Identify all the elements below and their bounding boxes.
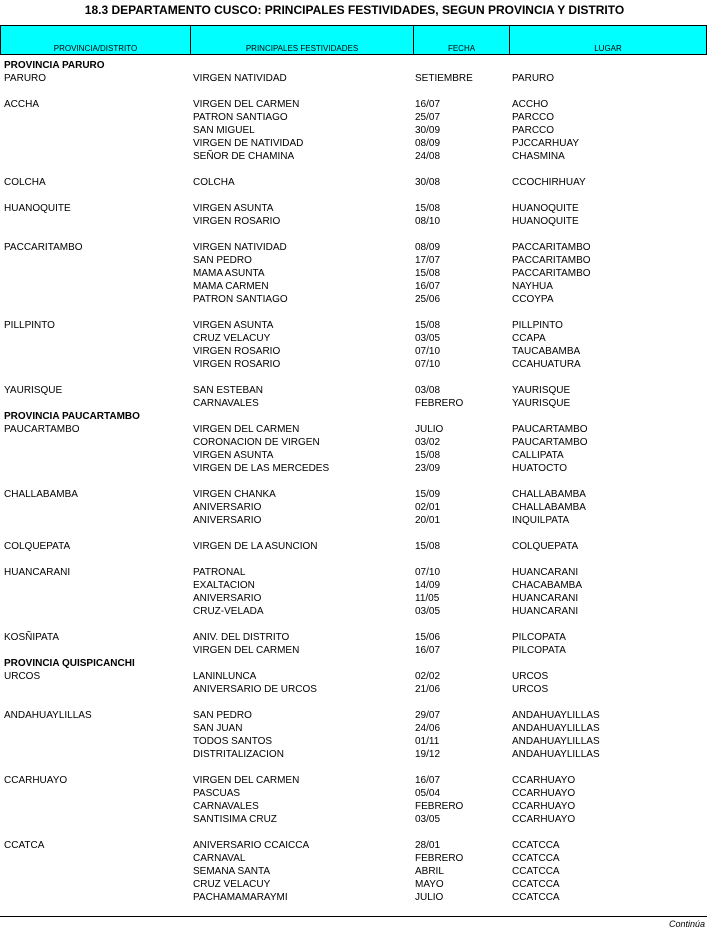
table-row <box>0 436 709 449</box>
place-cell: PAUCARTAMBO <box>512 437 588 448</box>
footer-divider <box>0 916 707 917</box>
festivity-cell: ANIVERSARIO <box>193 515 262 526</box>
festivity-cell: VIRGEN ROSARIO <box>193 359 281 370</box>
table-row <box>0 280 709 293</box>
festivity-cell: TODOS SANTOS <box>193 736 273 747</box>
table-row <box>0 579 709 592</box>
district-cell: KOSÑIPATA <box>4 632 60 643</box>
festivity-cell: VIRGEN DEL CARMEN <box>193 424 300 435</box>
place-cell: PILCOPATA <box>512 645 566 656</box>
place-cell: CCOCHIRHUAY <box>512 177 586 188</box>
spacer-row <box>0 163 709 176</box>
date-cell: 24/06 <box>415 723 441 734</box>
table-row <box>0 800 709 813</box>
date-cell: 15/08 <box>415 541 441 552</box>
festivity-cell: SEÑOR DE CHAMINA <box>193 151 295 162</box>
date-cell: ABRIL <box>415 866 444 877</box>
table-row <box>0 345 709 358</box>
table-row <box>0 501 709 514</box>
table-row <box>0 878 709 891</box>
festivity-cell: CARNAVALES <box>193 801 259 812</box>
province-name: PROVINCIA PARURO <box>4 60 105 71</box>
table-row <box>0 267 709 280</box>
place-cell: CCARHUAYO <box>512 788 576 799</box>
table-row <box>0 709 709 722</box>
festivity-cell: SAN PEDRO <box>193 710 252 721</box>
festivity-cell: VIRGEN ASUNTA <box>193 203 274 214</box>
place-cell: PJCCARHUAY <box>512 138 580 149</box>
festivity-cell: ANIVERSARIO DE URCOS <box>193 684 317 695</box>
date-cell: FEBRERO <box>415 853 464 864</box>
place-cell: PILLPINTO <box>512 320 563 331</box>
festivity-cell: VIRGEN NATIVIDAD <box>193 73 287 84</box>
festivity-cell: VIRGEN DEL CARMEN <box>193 775 300 786</box>
spacer-row <box>0 618 709 631</box>
table-header <box>0 25 707 55</box>
district-cell: CCATCA <box>4 840 45 851</box>
table-row <box>0 683 709 696</box>
table-row <box>0 137 709 150</box>
date-cell: 15/06 <box>415 632 441 643</box>
district-cell: PARURO <box>4 73 47 84</box>
festivity-cell: ANIVERSARIO <box>193 502 262 513</box>
festivity-cell: CORONACION DE VIRGEN <box>193 437 320 448</box>
table-row <box>0 241 709 254</box>
place-cell: CHACABAMBA <box>512 580 583 591</box>
place-cell: HUATOCTO <box>512 463 568 474</box>
place-cell: PAUCARTAMBO <box>512 424 588 435</box>
date-cell: 02/02 <box>415 671 441 682</box>
table-row <box>0 839 709 852</box>
date-cell: 15/08 <box>415 268 441 279</box>
place-cell: COLQUEPATA <box>512 541 579 552</box>
place-cell: CHASMINA <box>512 151 565 162</box>
place-cell: YAURISQUE <box>512 398 571 409</box>
place-cell: CCOYPA <box>512 294 554 305</box>
date-cell: 16/07 <box>415 99 441 110</box>
table-row <box>0 722 709 735</box>
table-row <box>0 566 709 579</box>
table-row <box>0 423 709 436</box>
date-cell: 20/01 <box>415 515 441 526</box>
province-name: PROVINCIA QUISPICANCHI <box>4 658 135 669</box>
table-row <box>0 748 709 761</box>
column-header-lugar: LUGAR <box>594 44 622 53</box>
place-cell: CCAHUATURA <box>512 359 581 370</box>
festivity-cell: VIRGEN ASUNTA <box>193 320 274 331</box>
place-cell: CALLIPATA <box>512 450 564 461</box>
place-cell: CCARHUAYO <box>512 801 576 812</box>
table-row <box>0 111 709 124</box>
date-cell: 03/08 <box>415 385 441 396</box>
table-row <box>0 514 709 527</box>
festivity-cell: PATRON SANTIAGO <box>193 294 288 305</box>
place-cell: HUANOQUITE <box>512 216 579 227</box>
date-cell: FEBRERO <box>415 801 464 812</box>
table-body <box>0 59 709 904</box>
place-cell: ANDAHUAYLILLAS <box>512 749 600 760</box>
spacer-row <box>0 306 709 319</box>
table-row <box>0 202 709 215</box>
festivity-cell: LANINLUNCA <box>193 671 257 682</box>
festivity-cell: VIRGEN ROSARIO <box>193 346 281 357</box>
festivity-cell: SAN ESTEBAN <box>193 385 264 396</box>
place-cell: PARURO <box>512 73 555 84</box>
spacer-row <box>0 761 709 774</box>
date-cell: 11/05 <box>415 593 440 604</box>
date-cell: 07/10 <box>415 567 441 578</box>
place-cell: ANDAHUAYLILLAS <box>512 710 600 721</box>
column-header-festividades: PRINCIPALES FESTIVIDADES <box>191 26 414 54</box>
festivity-cell: DISTRITALIZACION <box>193 749 284 760</box>
table-row <box>0 592 709 605</box>
place-cell: CCATCCA <box>512 866 560 877</box>
festivity-cell: ANIVERSARIO CCAICCA <box>193 840 310 851</box>
place-cell: URCOS <box>512 671 549 682</box>
festivity-cell: SAN MIGUEL <box>193 125 255 136</box>
table-row <box>0 735 709 748</box>
festivity-cell: PACHAMAMARAYMI <box>193 892 288 903</box>
date-cell: 30/09 <box>415 125 441 136</box>
district-cell: PAUCARTAMBO <box>4 424 80 435</box>
table-row <box>0 150 709 163</box>
place-cell: CCATCCA <box>512 879 560 890</box>
place-cell: CHALLABAMBA <box>512 502 586 513</box>
spacer-row <box>0 371 709 384</box>
place-cell: HUANCARANI <box>512 567 579 578</box>
column-header-fecha: FECHA <box>414 26 510 54</box>
date-cell: 15/08 <box>415 203 441 214</box>
place-cell: ANDAHUAYLILLAS <box>512 723 600 734</box>
place-cell: CCARHUAYO <box>512 775 576 786</box>
festivity-cell: MAMA ASUNTA <box>193 268 265 279</box>
date-cell: 25/07 <box>415 112 441 123</box>
festivity-cell: VIRGEN NATIVIDAD <box>193 242 287 253</box>
festivity-cell: SANTISIMA CRUZ <box>193 814 277 825</box>
province-heading <box>0 59 709 72</box>
festivity-cell: PASCUAS <box>193 788 241 799</box>
place-cell: YAURISQUE <box>512 385 571 396</box>
table-row <box>0 891 709 904</box>
date-cell: 03/05 <box>415 333 441 344</box>
date-cell: 07/10 <box>415 346 441 357</box>
table-row <box>0 254 709 267</box>
district-cell: HUANCARANI <box>4 567 71 578</box>
date-cell: 21/06 <box>415 684 441 695</box>
province-heading <box>0 410 709 423</box>
district-cell: YAURISQUE <box>4 385 63 396</box>
date-cell: 08/09 <box>415 242 441 253</box>
table-row <box>0 319 709 332</box>
column-header-provincia: PROVINCIA/DISTRITO <box>1 26 191 54</box>
date-cell: FEBRERO <box>415 398 464 409</box>
festivity-cell: VIRGEN DE LA ASUNCION <box>193 541 318 552</box>
place-cell: CHALLABAMBA <box>512 489 586 500</box>
place-cell: HUANOQUITE <box>512 203 579 214</box>
spacer-row <box>0 228 709 241</box>
festivity-cell: COLCHA <box>193 177 235 188</box>
table-row <box>0 865 709 878</box>
place-cell: PACCARITAMBO <box>512 255 591 266</box>
district-cell: CCARHUAYO <box>4 775 68 786</box>
table-row <box>0 293 709 306</box>
district-cell: COLQUEPATA <box>4 541 71 552</box>
province-name: PROVINCIA PAUCARTAMBO <box>4 411 140 422</box>
date-cell: SETIEMBRE <box>415 73 473 84</box>
date-cell: 08/10 <box>415 216 441 227</box>
page-title: 18.3 DEPARTAMENTO CUSCO: PRINCIPALES FESTIVIDADES, SEGUN PROVINCIA Y DISTRITO <box>84 3 625 17</box>
table-row <box>0 605 709 618</box>
table-row <box>0 397 709 410</box>
festivity-cell: VIRGEN DEL CARMEN <box>193 645 300 656</box>
table-row <box>0 813 709 826</box>
date-cell: 02/01 <box>415 502 441 513</box>
table-row <box>0 670 709 683</box>
festivity-cell: VIRGEN CHANKA <box>193 489 276 500</box>
district-cell: PILLPINTO <box>4 320 55 331</box>
district-cell: URCOS <box>4 671 41 682</box>
table-row <box>0 384 709 397</box>
festivity-cell: CARNAVAL <box>193 853 246 864</box>
date-cell: 30/08 <box>415 177 441 188</box>
date-cell: 15/08 <box>415 320 441 331</box>
festivity-cell: SAN JUAN <box>193 723 243 734</box>
place-cell: PACCARITAMBO <box>512 242 591 253</box>
festivity-cell: PATRON SANTIAGO <box>193 112 288 123</box>
table-row <box>0 488 709 501</box>
festivity-cell: PATRONAL <box>193 567 246 578</box>
spacer-row <box>0 696 709 709</box>
festivity-cell: CRUZ VELACUY <box>193 333 271 344</box>
festivity-cell: CARNAVALES <box>193 398 259 409</box>
festivity-cell: VIRGEN ASUNTA <box>193 450 274 461</box>
place-cell: HUANCARANI <box>512 593 579 604</box>
district-cell: ACCHA <box>4 99 40 110</box>
table-row <box>0 787 709 800</box>
date-cell: JULIO <box>415 424 444 435</box>
date-cell: 28/01 <box>415 840 441 851</box>
table-row <box>0 215 709 228</box>
date-cell: 23/09 <box>415 463 441 474</box>
spacer-row <box>0 85 709 98</box>
spacer-row <box>0 527 709 540</box>
table-row <box>0 644 709 657</box>
place-cell: URCOS <box>512 684 549 695</box>
place-cell: CCATCCA <box>512 840 560 851</box>
table-row <box>0 774 709 787</box>
place-cell: PACCARITAMBO <box>512 268 591 279</box>
festivity-cell: VIRGEN DEL CARMEN <box>193 99 300 110</box>
place-cell: CCATCCA <box>512 853 560 864</box>
place-cell: CCAPA <box>512 333 546 344</box>
festivity-cell: CRUZ VELACUY <box>193 879 271 890</box>
table-row <box>0 631 709 644</box>
place-cell: ANDAHUAYLILLAS <box>512 736 600 747</box>
date-cell: 01/11 <box>415 736 440 747</box>
festivity-cell: VIRGEN DE LAS MERCEDES <box>193 463 330 474</box>
date-cell: 14/09 <box>415 580 441 591</box>
date-cell: 17/07 <box>415 255 441 266</box>
district-cell: HUANOQUITE <box>4 203 71 214</box>
place-cell: NAYHUA <box>512 281 553 292</box>
district-cell: CHALLABAMBA <box>4 489 78 500</box>
date-cell: 16/07 <box>415 775 441 786</box>
spacer-row <box>0 475 709 488</box>
table-row <box>0 98 709 111</box>
place-cell: PARCCO <box>512 125 555 136</box>
place-cell: TAUCABAMBA <box>512 346 581 357</box>
festivity-cell: VIRGEN ROSARIO <box>193 216 281 227</box>
festivity-cell: VIRGEN DE NATIVIDAD <box>193 138 304 149</box>
district-cell: COLCHA <box>4 177 46 188</box>
date-cell: 16/07 <box>415 281 441 292</box>
table-row <box>0 852 709 865</box>
date-cell: 15/09 <box>415 489 441 500</box>
date-cell: JULIO <box>415 892 444 903</box>
festivity-cell: ANIV. DEL DISTRITO <box>193 632 290 643</box>
table-row <box>0 449 709 462</box>
date-cell: MAYO <box>415 879 444 890</box>
spacer-row <box>0 826 709 839</box>
place-cell: PARCCO <box>512 112 555 123</box>
date-cell: 08/09 <box>415 138 441 149</box>
date-cell: 29/07 <box>415 710 441 721</box>
place-cell: ACCHO <box>512 99 549 110</box>
date-cell: 07/10 <box>415 359 441 370</box>
festivity-cell: ANIVERSARIO <box>193 593 262 604</box>
table-row <box>0 358 709 371</box>
festivity-cell: MAMA CARMEN <box>193 281 269 292</box>
place-cell: CCARHUAYO <box>512 814 576 825</box>
festivity-cell: EXALTACION <box>193 580 255 591</box>
date-cell: 03/02 <box>415 437 441 448</box>
district-cell: PACCARITAMBO <box>4 242 83 253</box>
date-cell: 03/05 <box>415 606 441 617</box>
date-cell: 19/12 <box>415 749 441 760</box>
table-row <box>0 462 709 475</box>
date-cell: 03/05 <box>415 814 441 825</box>
spacer-row <box>0 553 709 566</box>
place-cell: HUANCARANI <box>512 606 579 617</box>
date-cell: 15/08 <box>415 450 441 461</box>
district-cell: ANDAHUAYLILLAS <box>4 710 92 721</box>
place-cell: PILCOPATA <box>512 632 566 643</box>
table-row <box>0 176 709 189</box>
continue-note: Continúa <box>668 919 705 929</box>
festivity-cell: CRUZ-VELADA <box>193 606 264 617</box>
date-cell: 25/06 <box>415 294 441 305</box>
date-cell: 24/08 <box>415 151 441 162</box>
date-cell: 05/04 <box>415 788 441 799</box>
spacer-row <box>0 189 709 202</box>
province-heading <box>0 657 709 670</box>
festivity-cell: SEMANA SANTA <box>193 866 271 877</box>
date-cell: 16/07 <box>415 645 441 656</box>
festivity-cell: SAN PEDRO <box>193 255 252 266</box>
table-row <box>0 124 709 137</box>
place-cell: CCATCCA <box>512 892 560 903</box>
place-cell: INQUILPATA <box>512 515 570 526</box>
table-row <box>0 540 709 553</box>
table-row <box>0 72 709 85</box>
table-row <box>0 332 709 345</box>
